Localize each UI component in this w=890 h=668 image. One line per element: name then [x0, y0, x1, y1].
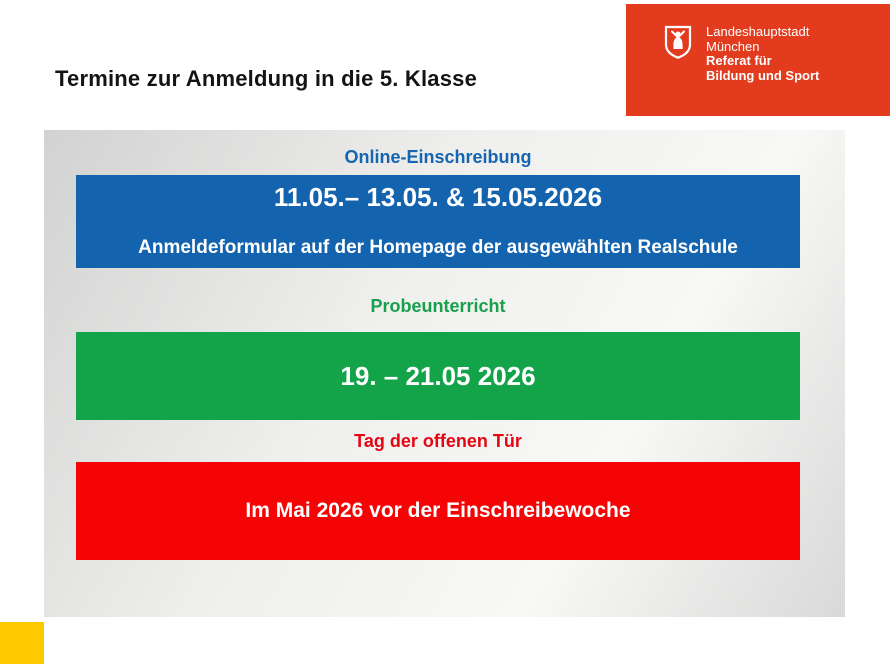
tag-der-offenen-tuer-bar	[76, 462, 800, 560]
logo-org-line1: Landeshauptstadt	[706, 24, 810, 39]
logo-dept-line1: Referat für	[706, 53, 772, 68]
online-einschreibung-dates: 11.05.– 13.05. & 15.05.2026	[273, 182, 603, 212]
tag-der-offenen-tuer-dates: Im Mai 2026 vor der Einschreibewoche	[245, 499, 631, 522]
logo-org-line2: München	[706, 38, 760, 54]
online-einschreibung-bar	[76, 175, 800, 268]
page-title: Termine zur Anmeldung in die 5. Klasse	[55, 66, 478, 91]
online-einschreibung-note: Anmeldeformular auf der Homepage der ausgewählten Realschule	[138, 237, 738, 258]
schedule-panel	[44, 130, 845, 617]
city-logo	[626, 4, 890, 116]
probeunterricht-bar	[76, 332, 800, 420]
city-logo-text	[706, 25, 819, 83]
logo-dept-line2: Bildung und Sport	[706, 67, 820, 83]
yellow-corner-square	[0, 622, 44, 664]
section-heading-probeunterricht: Probeunterricht	[370, 296, 506, 316]
munich-kindl-shield-icon	[664, 25, 692, 59]
section-heading-tag-der-offenen-tuer: Tag der offenen Tür	[354, 431, 522, 451]
section-heading-online-einschreibung: Online-Einschreibung	[344, 147, 532, 167]
probeunterricht-dates: 19. – 21.05 2026	[340, 360, 536, 391]
